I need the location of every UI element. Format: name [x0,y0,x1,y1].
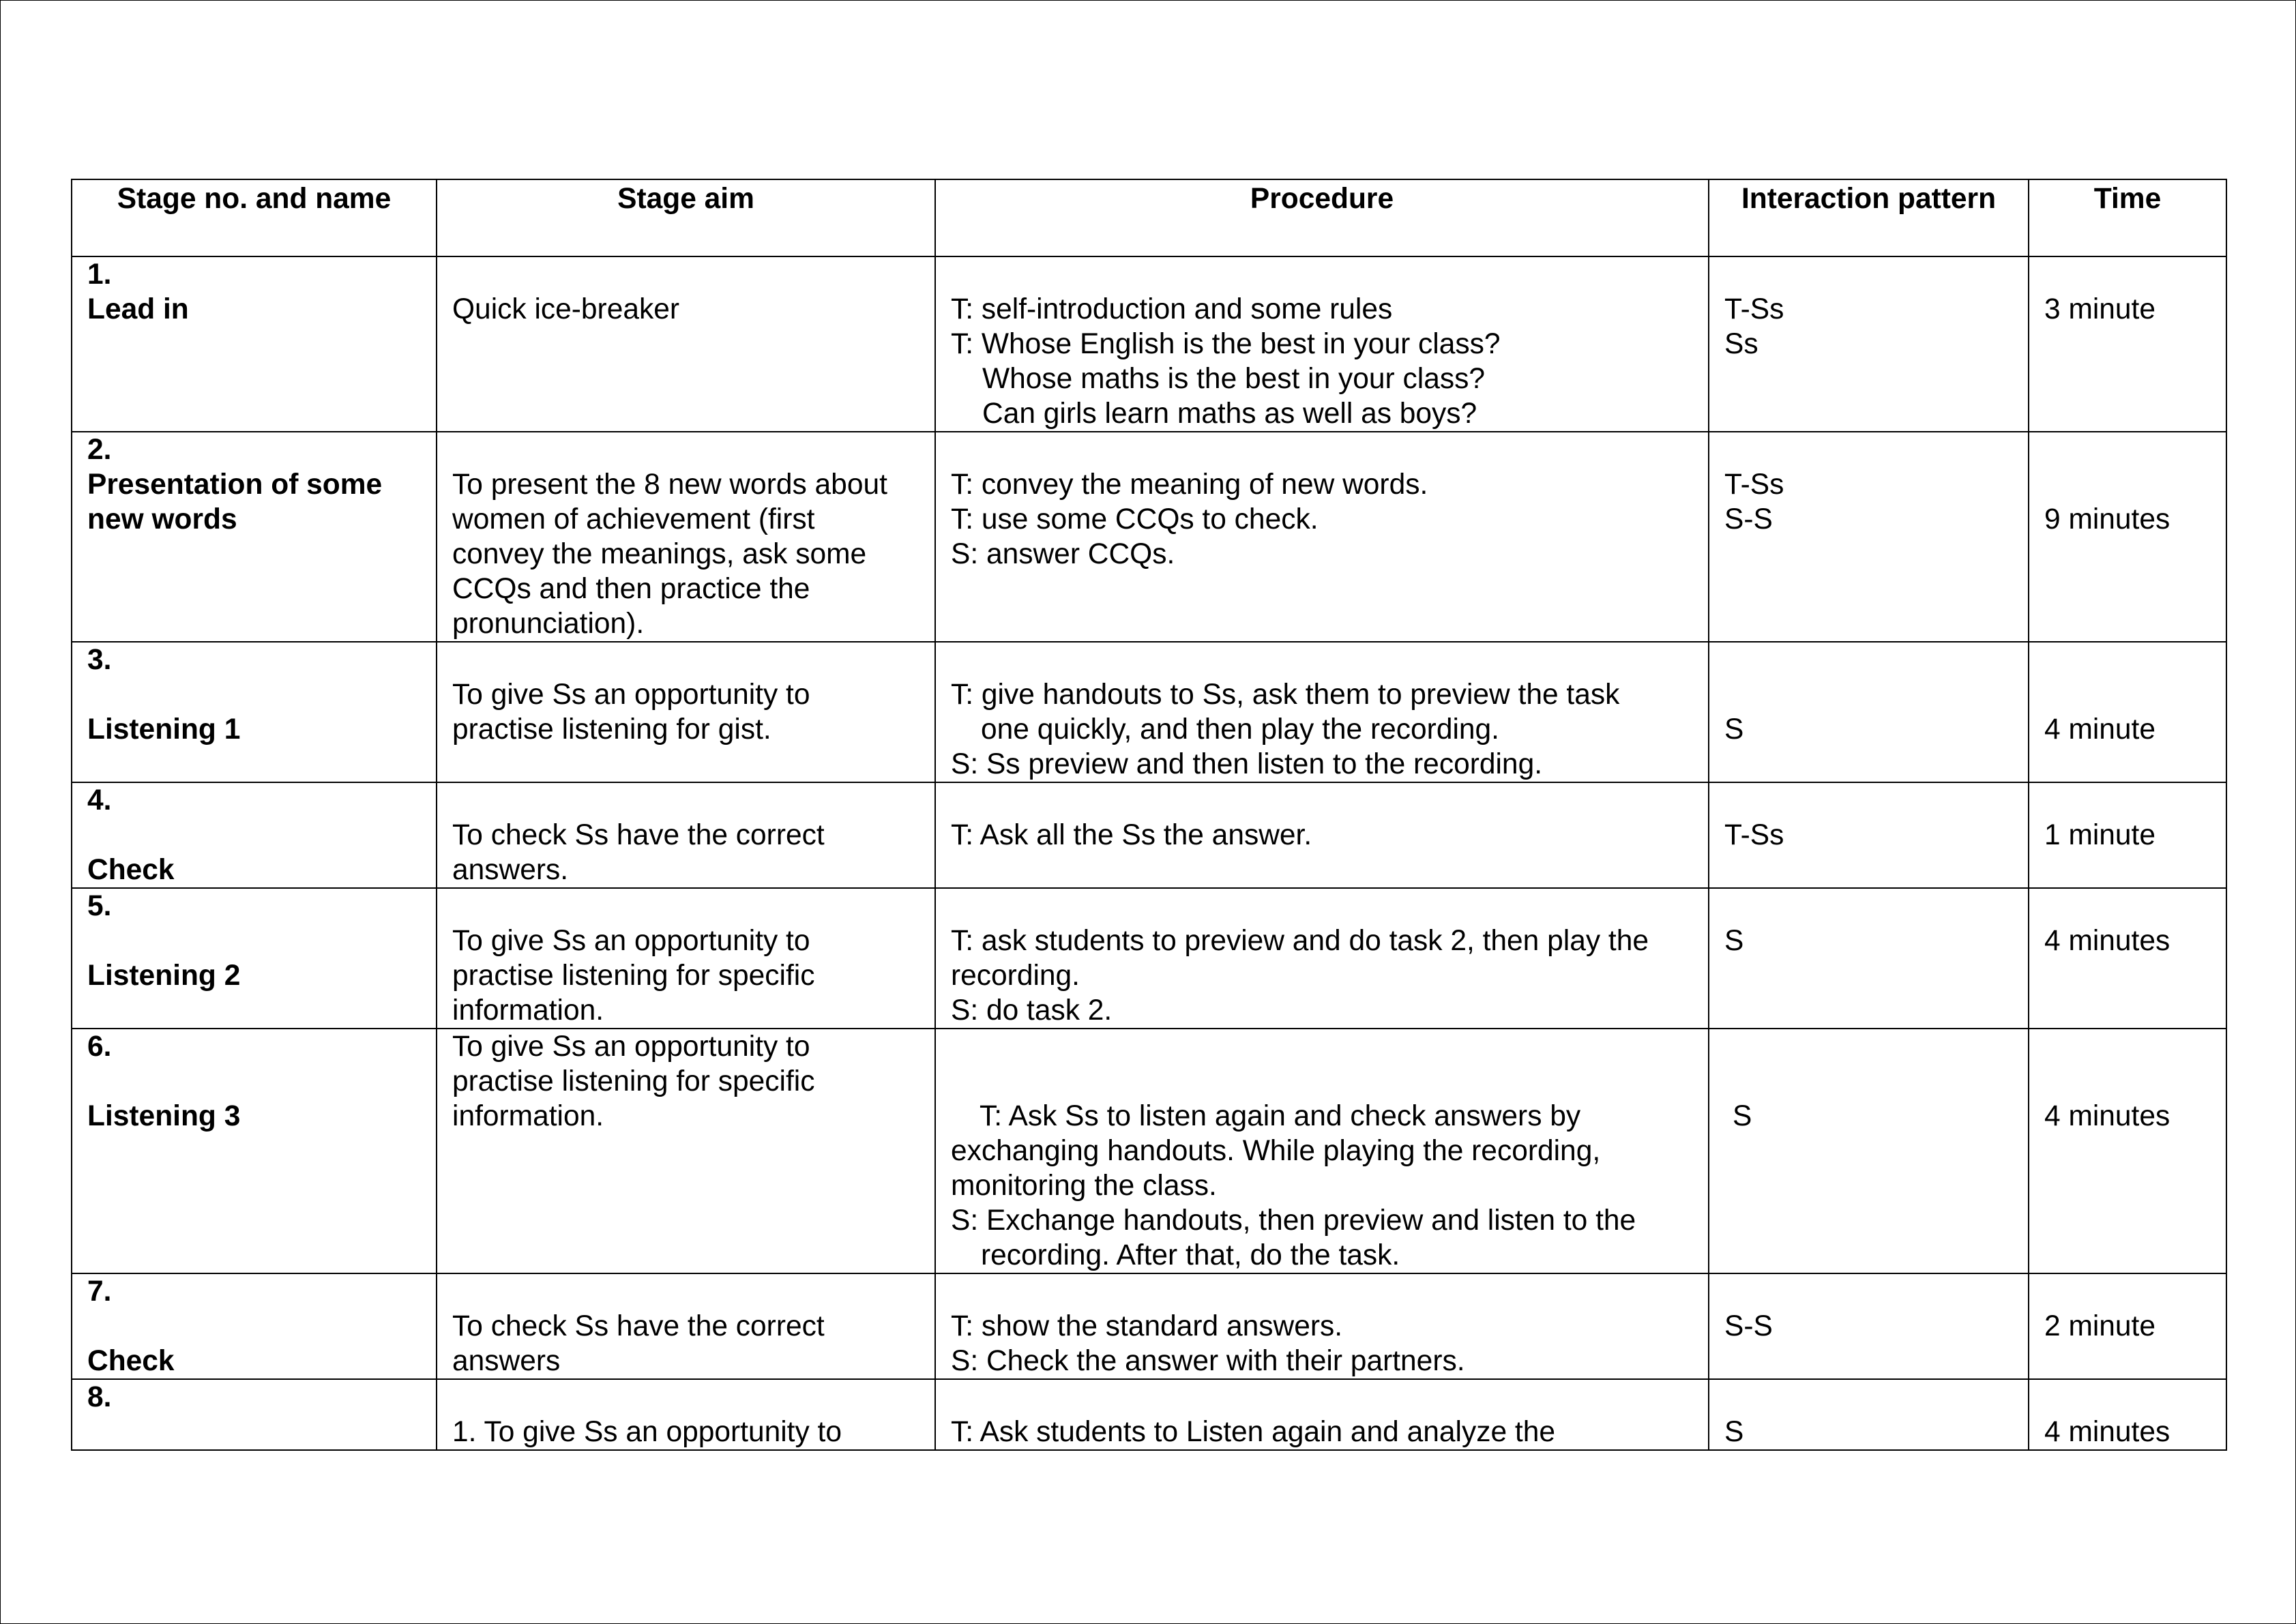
stage-name: Listening 1 [87,713,241,745]
procedure-text: T: Whose English is the best in your class? [951,328,1501,360]
time-cell [2029,256,2226,432]
procedure-text: T: show the standard answers. [951,1310,1343,1342]
aim-text: To give Ss an opportunity to [452,679,810,711]
procedure-text: monitoring the class. [951,1170,1217,1202]
table-row [72,1029,2226,1273]
procedure-text: S: Check the answer with their partners. [951,1345,1465,1377]
aim-text: pronunciation). [452,608,645,640]
interaction-cell [1709,888,2029,1029]
stage-number: 2. [87,434,112,466]
table-row [72,1379,2226,1450]
stage-cell [72,432,437,642]
interaction-cell [1709,642,2029,782]
table-row [72,888,2226,1029]
procedure-text: S: Ss preview and then listen to the recording. [951,748,1543,780]
interaction-cell [1709,1029,2029,1273]
stage-name: Presentation of some [87,469,383,501]
aim-text: To check Ss have the correct [452,1310,825,1342]
table-row [72,256,2226,432]
aim-text: Quick ice-breaker [452,293,680,325]
stage-number: 5. [87,890,112,922]
aim-text: information. [452,994,604,1027]
aim-cell [437,432,935,642]
procedure-cell [935,256,1709,432]
stage-number: 7. [87,1275,112,1308]
procedure-text: T: self-introduction and some rules [951,293,1393,325]
stage-cell [72,782,437,888]
lesson-plan-table [71,179,2227,1451]
interaction-text: T-Ss [1724,469,1784,501]
interaction-text: Ss [1724,328,1758,360]
time-cell [2029,432,2226,642]
stage-cell [72,1029,437,1273]
stage-cell [72,256,437,432]
aim-text: CCQs and then practice the [452,573,810,605]
table-row [72,1273,2226,1379]
interaction-text: T-Ss [1724,293,1784,325]
aim-text: To give Ss an opportunity to [452,925,810,957]
aim-text: answers [452,1345,561,1377]
aim-cell [437,1379,935,1450]
header-stage: Stage no. and name [72,179,437,256]
interaction-cell [1709,782,2029,888]
time-cell [2029,642,2226,782]
interaction-cell [1709,1273,2029,1379]
time-text: 4 minutes [2044,1416,2170,1448]
interaction-text: S [1733,1100,1752,1132]
aim-cell [437,782,935,888]
interaction-text: T-Ss [1724,819,1784,851]
time-text: 4 minutes [2044,1100,2170,1132]
header-row [72,179,2226,256]
procedure-text: S: do task 2. [951,994,1113,1027]
header-procedure: Procedure [935,179,1709,256]
stage-name: Check [87,854,175,886]
aim-text: To give Ss an opportunity to [452,1031,810,1063]
procedure-text: Whose maths is the best in your class? [982,363,1485,395]
time-text: 4 minutes [2044,925,2170,957]
aim-text: practise listening for specific [452,960,815,992]
procedure-text: recording. After that, do the task. [981,1239,1400,1271]
interaction-text: S-S [1724,503,1773,535]
aim-text: answers. [452,854,569,886]
procedure-cell [935,782,1709,888]
aim-text: practise listening for specific [452,1065,815,1097]
table-row [72,782,2226,888]
procedure-text: T: Ask Ss to listen again and check answers by [980,1100,1581,1132]
stage-name: Listening 2 [87,960,241,992]
procedure-text: T: convey the meaning of new words. [951,469,1428,501]
aim-cell [437,1273,935,1379]
stage-cell [72,1273,437,1379]
aim-text: To present the 8 new words about [452,469,887,501]
stage-number: 8. [87,1381,112,1413]
stage-name: Check [87,1345,175,1377]
stage-cell [72,642,437,782]
aim-text: practise listening for gist. [452,713,771,745]
aim-cell [437,888,935,1029]
procedure-text: T: give handouts to Ss, ask them to preview the task [951,679,1620,711]
interaction-text: S [1724,713,1744,745]
aim-text: To check Ss have the correct [452,819,825,851]
procedure-cell [935,432,1709,642]
interaction-text: S [1724,925,1744,957]
stage-name: Lead in [87,293,189,325]
time-cell [2029,888,2226,1029]
time-cell [2029,1273,2226,1379]
procedure-text: exchanging handouts. While playing the recording, [951,1135,1601,1167]
interaction-text: S [1724,1416,1744,1448]
aim-text: convey the meanings, ask some [452,538,867,570]
aim-cell [437,256,935,432]
header-time: Time [2029,179,2226,256]
time-text: 4 minute [2044,713,2156,745]
interaction-cell [1709,1379,2029,1450]
time-cell [2029,1029,2226,1273]
stage-name: new words [87,503,237,535]
procedure-text: recording. [951,960,1080,992]
time-text: 2 minute [2044,1310,2156,1342]
stage-cell [72,888,437,1029]
aim-text: 1. To give Ss an opportunity to [452,1416,842,1448]
interaction-cell [1709,432,2029,642]
aim-text: women of achievement (first [452,503,815,535]
aim-cell [437,1029,935,1273]
procedure-text: Can girls learn maths as well as boys? [982,398,1477,430]
table-row [72,432,2226,642]
stage-cell [72,1379,437,1450]
time-text: 9 minutes [2044,503,2170,535]
time-text: 3 minute [2044,293,2156,325]
procedure-text: T: use some CCQs to check. [951,503,1319,535]
interaction-text: S-S [1724,1310,1773,1342]
stage-number: 1. [87,259,112,291]
stage-number: 3. [87,644,112,676]
procedure-text: T: Ask students to Listen again and analyze the [951,1416,1556,1448]
procedure-text: T: Ask all the Ss the answer. [951,819,1312,851]
aim-cell [437,642,935,782]
time-cell [2029,782,2226,888]
time-text: 1 minute [2044,819,2156,851]
procedure-cell [935,1273,1709,1379]
procedure-text: S: Exchange handouts, then preview and listen to the [951,1205,1636,1237]
procedure-text: T: ask students to preview and do task 2, then play the [951,925,1649,957]
time-cell [2029,1379,2226,1450]
stage-name: Listening 3 [87,1100,241,1132]
procedure-cell [935,888,1709,1029]
stage-number: 4. [87,784,112,816]
header-aim: Stage aim [437,179,935,256]
stage-number: 6. [87,1031,112,1063]
procedure-text: one quickly, and then play the recording. [981,713,1499,745]
interaction-cell [1709,256,2029,432]
table-row [72,642,2226,782]
procedure-cell [935,642,1709,782]
procedure-cell [935,1029,1709,1273]
procedure-cell [935,1379,1709,1450]
aim-text: information. [452,1100,604,1132]
header-interaction: Interaction pattern [1709,179,2029,256]
procedure-text: S: answer CCQs. [951,538,1175,570]
